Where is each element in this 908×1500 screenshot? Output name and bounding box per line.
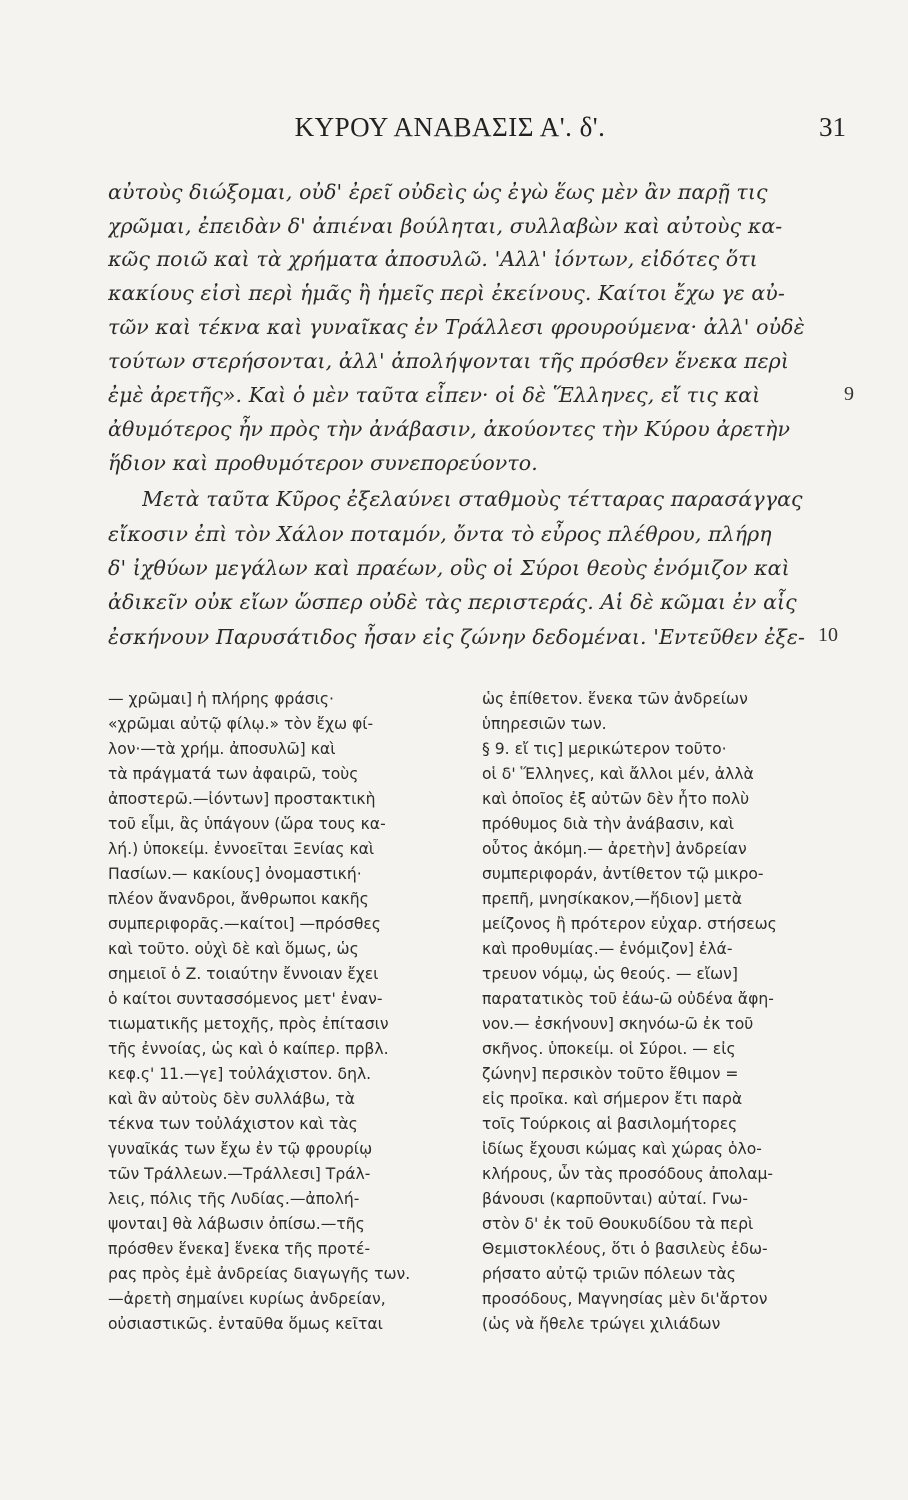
note-line: πρεπῆ, μνησίκακον,—ἥδιον] μετὰ xyxy=(482,890,743,908)
main-text-line: Μετὰ ταῦτα Κῦρος ἐξελαύνει σταθμοὺς τέτταρας παρασάγγας xyxy=(142,487,803,511)
note-line: σημειοῖ ὁ Ζ. τοιαύτην ἔννοιαν ἔχει xyxy=(108,965,379,983)
note-line: τέκνα των τοὐλάχιστον καὶ τὰς xyxy=(108,1115,358,1133)
main-text-line: αὐτοὺς διώξομαι, οὐδ' ἐρεῖ οὐδεὶς ὡς ἐγὼ ἕως μὲν ἂν παρῇ τις xyxy=(108,180,768,204)
note-line: τὰ πράγματά των ἀφαιρῶ, τοὺς xyxy=(108,765,359,783)
note-line: λον·—τὰ χρήμ. ἀποσυλῶ] καὶ xyxy=(108,740,336,758)
note-line: λεις, πόλις τῆς Λυδίας.—ἀπολή- xyxy=(108,1190,360,1208)
note-line: στὸν δ' ἐκ τοῦ Θουκυδίδου τὰ περὶ xyxy=(482,1215,754,1233)
note-line: εἰς προῖκα. καὶ σήμερον ἔτι παρὰ xyxy=(482,1090,743,1108)
note-line: λή.) ὑποκείμ. ἐννοεῖται Ξενίας καὶ xyxy=(108,840,375,858)
note-line: καὶ ὁποῖος ἐξ αὐτῶν δὲν ἦτο πολὺ xyxy=(482,790,750,808)
running-title: ΚΥΡΟΥ ΑΝΑΒΑΣΙΣ Α'. δ'. xyxy=(294,112,606,142)
note-line: ὁ καίτοι συντασσόμενος μετ' ἐναν- xyxy=(108,990,383,1008)
note-line: «χρῶμαι αὐτῷ φίλῳ.» τὸν ἔχω φί- xyxy=(108,715,374,733)
note-line: προσόδους, Μαγνησίας μὲν δι'ἄρτον xyxy=(482,1290,768,1308)
note-line: οὗτος ἀκόμη.— ἀρετὴν] ἀνδρείαν xyxy=(482,840,747,858)
note-line: νον.— ἐσκήνουν] σκηνόω-ῶ ἐκ τοῦ xyxy=(482,1015,754,1033)
note-line: ρας πρὸς ἐμὲ ἀνδρείας διαγωγῆς των. xyxy=(108,1265,411,1283)
note-line: καὶ ἂν αὐτοὺς δὲν συλλάβω, τὰ xyxy=(108,1090,355,1108)
main-text-line: τῶν καὶ τέκνα καὶ γυναῖκας ἐν Τράλλεσι φρουρούμενα· ἀλλ' οὐδὲ xyxy=(108,315,805,339)
note-line: σκῆνος. ὑποκείμ. οἱ Σύροι. — εἰς xyxy=(482,1040,736,1058)
main-text-line: κακίους εἰσὶ περὶ ἡμᾶς ἢ ἡμεῖς περὶ ἐκείνους. Καίτοι ἔχω γε αὐ- xyxy=(108,281,785,305)
note-line: τῶν Τράλλεων.—Τράλλεσι] Τράλ- xyxy=(108,1165,371,1183)
main-text-line: χρῶμαι, ἐπειδὰν δ' ἀπιέναι βούληται, συλλαβὼν καὶ αὐτοὺς κα- xyxy=(108,214,783,238)
note-line: —ἀρετὴ σημαίνει κυρίως ἀνδρείαν, xyxy=(108,1290,386,1308)
note-line: (ὡς νὰ ἤθελε τρώγει χιλιάδων xyxy=(482,1315,721,1333)
note-line: ψονται] θὰ λάβωσιν ὀπίσω.—τῆς xyxy=(108,1215,365,1233)
note-line: γυναῖκάς των ἔχω ἐν τῷ φρουρίῳ xyxy=(108,1140,373,1158)
main-text-line: δ' ἰχθύων μεγάλων καὶ πραέων, οὓς οἱ Σύροι θεοὺς ἐνόμιζον καὶ xyxy=(108,556,790,580)
note-line: ρήσατο αὐτῷ τριῶν πόλεων τὰς xyxy=(482,1265,736,1283)
note-line: κλήρους, ὧν τὰς προσόδους ἀπολαμ- xyxy=(482,1165,774,1183)
note-line: Θεμιστοκλέους, ὅτι ὁ βασιλεὺς ἐδω- xyxy=(482,1240,768,1258)
section-margin-number: 10 xyxy=(818,624,838,646)
note-line: πρόσθεν ἕνεκα] ἕνεκα τῆς προτέ- xyxy=(108,1240,371,1258)
note-line: οὐσιαστικῶς. ἐνταῦθα ὅμως κεῖται xyxy=(108,1315,383,1333)
note-line: § 9. εἴ τις] μερικώτερον τοῦτο· xyxy=(482,740,727,758)
note-line: — χρῶμαι] ἡ πλήρης φράσις· xyxy=(108,690,334,708)
page-number: 31 xyxy=(819,112,846,142)
note-line: τοῖς Τούρκοις αἱ βασιλομήτορες xyxy=(482,1115,738,1133)
note-line: τῆς ἐννοίας, ὡς καὶ ὁ καίπερ. πρβλ. xyxy=(108,1040,389,1058)
main-text-line: εἴκοσιν ἐπὶ τὸν Χάλον ποταμόν, ὄντα τὸ εὖρος πλέθρου, πλήρη xyxy=(108,522,772,546)
note-line: πρόθυμος διὰ τὴν ἀνάβασιν, καὶ xyxy=(482,815,734,833)
note-line: καὶ τοῦτο. οὐχὶ δὲ καὶ ὅμως, ὡς xyxy=(108,940,359,958)
note-line: πλέον ἄνανδροι, ἄνθρωποι κακῆς xyxy=(108,890,369,908)
note-line: κεφ.ς' 11.—γε] τοὐλάχιστον. δηλ. xyxy=(108,1065,372,1083)
main-text-line: ἥδιον καὶ προθυμότερον συνεπορεύοντο. xyxy=(108,451,538,475)
main-text-line: κῶς ποιῶ καὶ τὰ χρήματα ἀποσυλῶ. 'Αλλ' ἰόντων, εἰδότες ὅτι xyxy=(108,247,758,271)
note-line: ἰδίως ἔχουσι κώμας καὶ χώρας ὁλο- xyxy=(482,1140,762,1158)
main-text-line: ἐμὲ ἀρετῆς». Καὶ ὁ μὲν ταῦτα εἶπεν· οἱ δὲ Ἕλληνες, εἴ τις καὶ xyxy=(108,383,761,407)
main-text-line: ἐσκήνουν Παρυσάτιδος ἦσαν εἰς ζώνην δεδομέναι. 'Εντεῦθεν ἐξε- xyxy=(108,625,806,649)
note-line: ζώνην] περσικὸν τοῦτο ἔθιμον = xyxy=(482,1065,739,1083)
note-line: ἀποστερῶ.—ἰόντων] προστακτικὴ xyxy=(108,790,376,808)
note-line: μείζονος ἢ πρότερον εὐχαρ. στήσεως xyxy=(482,915,777,933)
note-line: τρευον νόμῳ, ὡς θεούς. — εἴων] xyxy=(482,965,738,983)
note-line: συμπεριφοράν, ἀντίθετον τῷ μικρο- xyxy=(482,865,764,883)
main-text-line: ἀθυμότερος ἦν πρὸς τὴν ἀνάβασιν, ἀκούοντες τὴν Κύρου ἀρετὴν xyxy=(108,417,791,441)
note-line: τοῦ εἶμι, ἂς ὑπάγουν (ὥρα τους κα- xyxy=(108,815,386,833)
section-margin-number: 9 xyxy=(844,383,854,405)
note-line: ὑπηρεσιῶν των. xyxy=(482,715,607,733)
note-line: ὡς ἐπίθετον. ἕνεκα τῶν ἀνδρείων xyxy=(482,690,748,708)
note-line: τιωματικῆς μετοχῆς, πρὸς ἐπίτασιν xyxy=(108,1015,389,1033)
note-line: οἱ δ' Ἕλληνες, καὶ ἄλλοι μέν, ἀλλὰ xyxy=(482,765,754,783)
note-line: παρατατικὸς τοῦ ἐάω-ῶ οὐδένα ἄφη- xyxy=(482,990,774,1008)
main-text-line: τούτων στερήσονται, ἀλλ' ἀπολήψονται τῆς πρόσθεν ἕνεκα περὶ xyxy=(108,349,789,373)
note-line: καὶ προθυμίας.— ἐνόμιζον] ἐλά- xyxy=(482,940,733,958)
main-text-line: ἀδικεῖν οὐκ εἴων ὥσπερ οὐδὲ τὰς περιστεράς. Αἱ δὲ κῶμαι ἐν αἷς xyxy=(108,590,797,614)
note-line: βάνουσι (καρποῦνται) αὐταί. Γνω- xyxy=(482,1190,748,1208)
note-line: Πασίων.— κακίους] ὀνομαστική· xyxy=(108,865,362,883)
note-line: συμπεριφορᾶς.—καίτοι] —πρόσθες xyxy=(108,915,381,933)
